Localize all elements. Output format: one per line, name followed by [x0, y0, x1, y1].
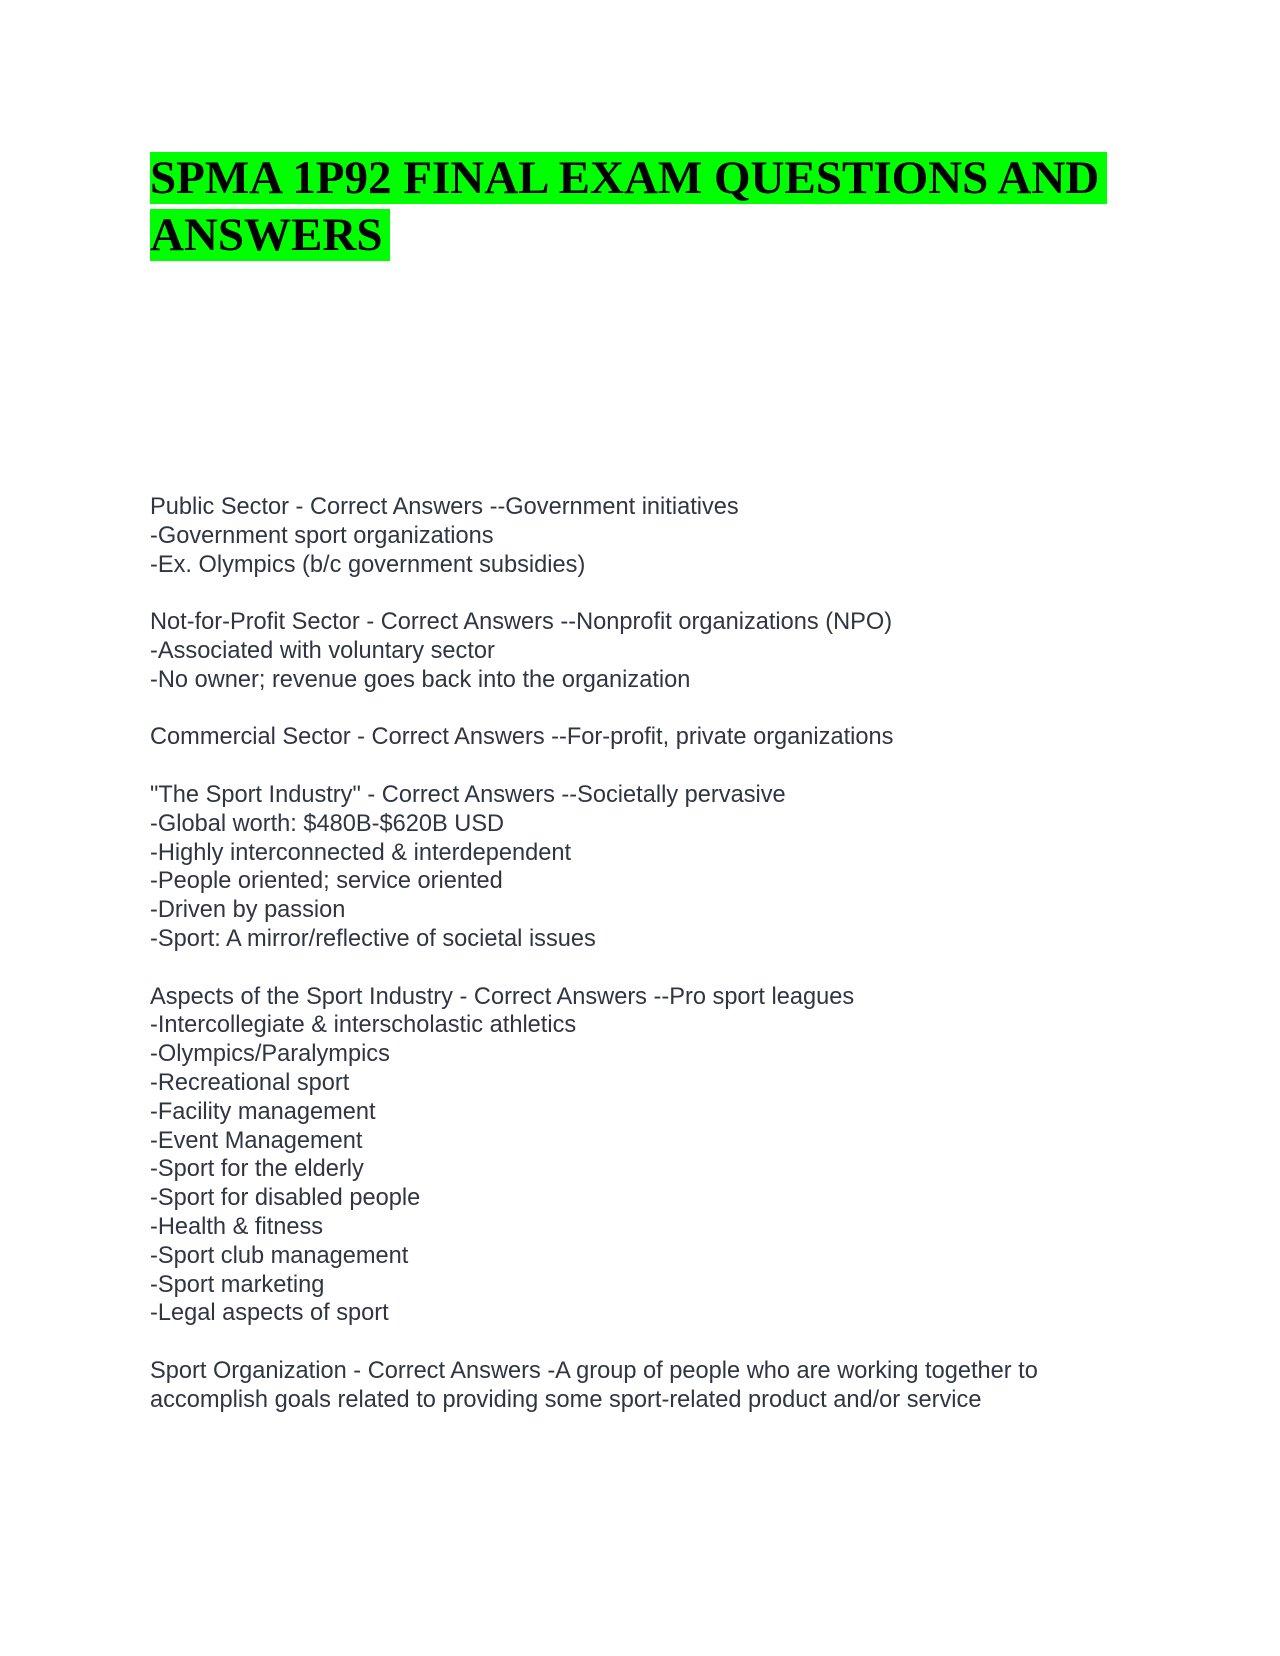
qa-line: -Legal aspects of sport	[150, 1300, 389, 1327]
qa-entry-sport-industry	[150, 781, 1150, 954]
qa-line: -Sport club management	[150, 1242, 409, 1269]
qa-line: Public Sector - Correct Answers --Government initiatives	[150, 494, 739, 520]
qa-entry-not-for-profit-sector	[150, 608, 1150, 694]
qa-line: -Olympics/Paralympics	[150, 1041, 390, 1068]
qa-line: -Intercollegiate & interscholastic athletics	[150, 1012, 577, 1039]
qa-line: Aspects of the Sport Industry - Correct Answers --Pro sport leagues	[150, 983, 855, 1010]
qa-line: -Facility management	[150, 1098, 376, 1125]
qa-line: -People oriented; service oriented	[150, 868, 503, 895]
qa-line: -Associated with voluntary sector	[150, 637, 495, 664]
qa-entry-public-sector	[150, 493, 1150, 579]
qa-line: -Recreational sport	[150, 1069, 350, 1096]
qa-line: "The Sport Industry" - Correct Answers --Societally pervasive	[150, 781, 786, 808]
qa-entry-sport-organization	[150, 1357, 1150, 1415]
title-highlight: SPMA 1P92 FINAL EXAM QUESTIONS AND ANSWERS	[150, 152, 1107, 261]
qa-list	[150, 493, 1150, 1443]
qa-line: -No owner; revenue goes back into the organization	[150, 666, 691, 693]
qa-line: -Ex. Olympics (b/c government subsidies)	[150, 551, 586, 578]
qa-entry-aspects-of-sport-industry	[150, 983, 1150, 1329]
qa-line: -Global worth: $480B-$620B USD	[150, 810, 505, 837]
qa-line: -Government sport organizations	[150, 522, 494, 549]
qa-line: -Health & fitness	[150, 1213, 324, 1240]
qa-line: -Sport marketing	[150, 1271, 325, 1298]
document-title	[150, 150, 1150, 264]
qa-line: Sport Organization - Correct Answers -A group of people who are working together to	[150, 1357, 1038, 1384]
qa-line: -Driven by passion	[150, 897, 346, 924]
qa-entry-commercial-sector	[150, 723, 1150, 752]
qa-line: Not-for-Profit Sector - Correct Answers --Nonprofit organizations (NPO)	[150, 609, 893, 636]
qa-line: -Highly interconnected & interdependent	[150, 839, 572, 866]
qa-line: -Event Management	[150, 1127, 363, 1154]
qa-line: -Sport for the elderly	[150, 1156, 364, 1183]
qa-line: -Sport for disabled people	[150, 1185, 421, 1212]
qa-line: -Sport: A mirror/reflective of societal issues	[150, 925, 596, 952]
qa-line: accomplish goals related to providing some sport-related product and/or service	[150, 1386, 982, 1413]
qa-line: Commercial Sector - Correct Answers --For-profit, private organizations	[150, 724, 894, 751]
